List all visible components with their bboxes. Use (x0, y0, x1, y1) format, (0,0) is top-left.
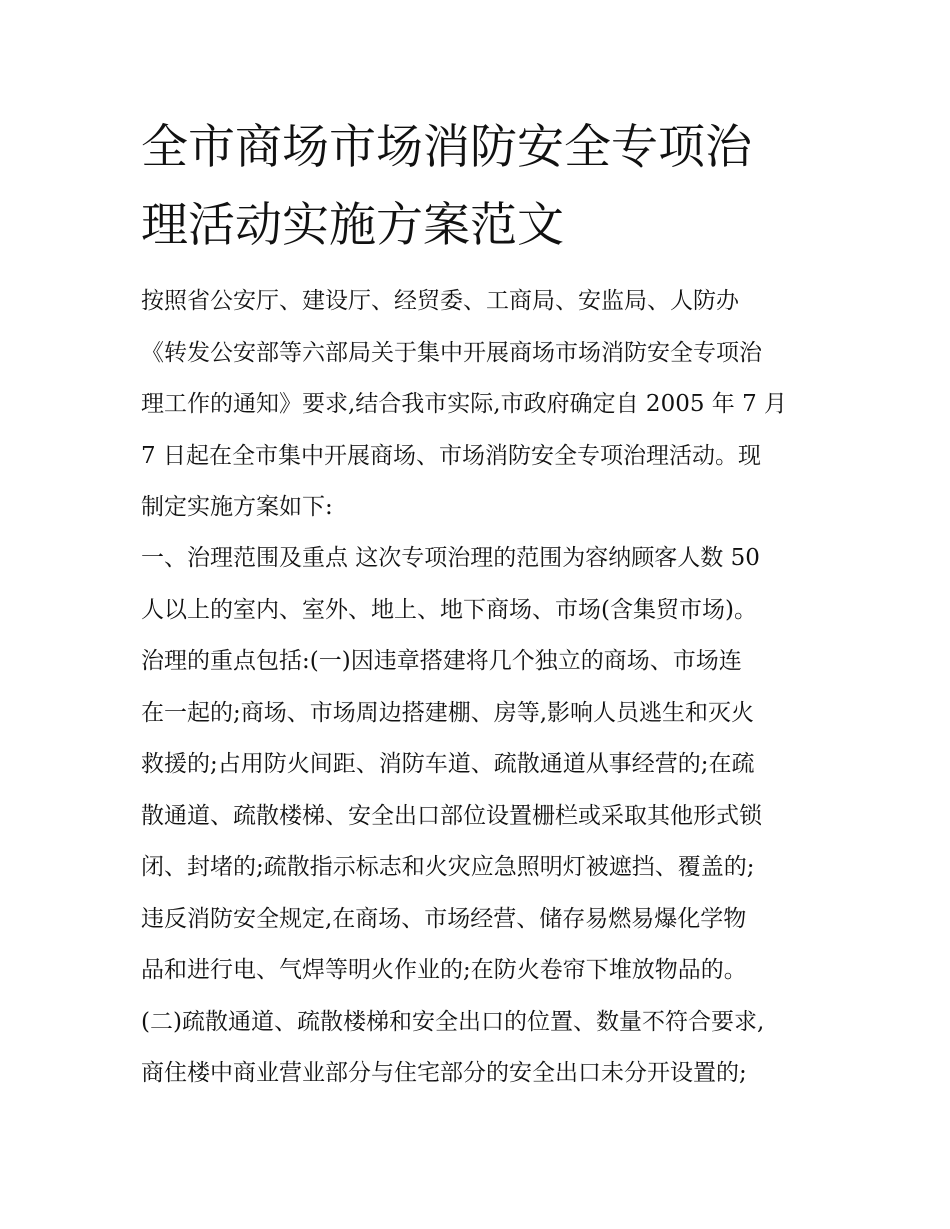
scope-paragraph (141, 533, 831, 1100)
text-line: 商住楼中商业营业部分与住宅部分的安全出口未分开设置的; (141, 1060, 747, 1086)
document-title (141, 118, 821, 256)
text-line: 散通道、疏散楼梯、安全出口部位设置栅栏或采取其他形式锁 (141, 802, 762, 829)
text-line: (二)疏散通道、疏散楼梯和安全出口的位置、数量不符合要求, (141, 1008, 765, 1035)
text-line: 在一起的;商场、市场周边搭建棚、房等,影响人员逃生和灭火 (141, 699, 755, 726)
text-line: 一、治理范围及重点 这次专项治理的范围为容纳顾客人数 50 (141, 545, 760, 571)
text-line: 品和进行电、气焊等明火作业的;在防火卷帘下堆放物品的。 (141, 957, 747, 983)
text-line: 按照省公安厅、建设厅、经贸委、工商局、安监局、人防办 (141, 288, 739, 314)
title-line: 全市商场市场消防安全专项治 (141, 120, 752, 175)
text-line: 7 日起在全市集中开展商场、市场消防安全专项治理活动。现 (141, 442, 761, 469)
text-line: 人以上的室内、室外、地上、地下商场、市场(含集贸市场)。 (141, 596, 757, 623)
text-line: 治理的重点包括:(一)因违章搭建将几个独立的商场、市场连 (141, 648, 742, 674)
text-line: 违反消防安全规定,在商场、市场经营、储存易燃易爆化学物 (141, 905, 747, 932)
text-line: 《转发公安部等六部局关于集中开展商场市场消防安全专项治 (141, 339, 762, 366)
text-line: 闭、封堵的;疏散指示标志和火灾应急照明灯被遮挡、覆盖的; (141, 854, 755, 880)
text-line: 理工作的通知》要求,结合我市实际,市政府确定自 2005 年 7 月 (141, 391, 788, 417)
text-line: 救援的;占用防火间距、消防车道、疏散通道从事经营的;在疏 (141, 751, 755, 777)
title-line: 理活动实施方案范文 (141, 198, 564, 253)
intro-paragraph (141, 276, 831, 534)
text-line: 制定实施方案如下: (141, 494, 333, 520)
